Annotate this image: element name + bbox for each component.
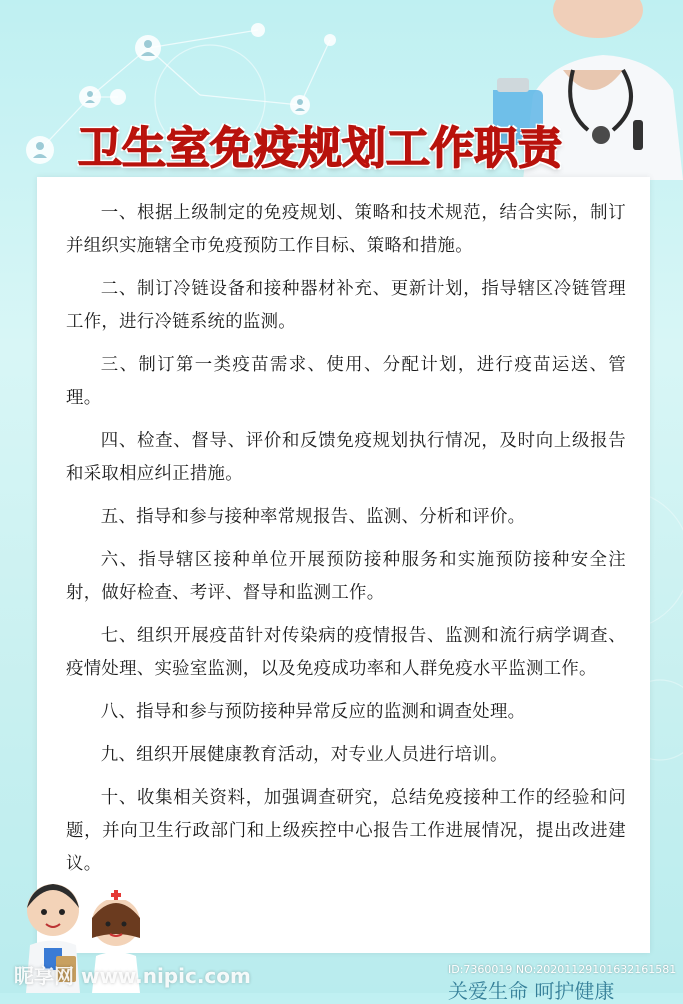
- duty-item-2: 二、制订冷链设备和接种器材补充、更新计划，指导辖区冷链管理工作，进行冷链系统的监测。: [66, 279, 626, 332]
- footer-slogan: 关爱生命 呵护健康: [448, 979, 615, 1003]
- duties-list: [66, 197, 626, 891]
- site-watermark: 昵享网 www.nipic.com: [14, 964, 251, 988]
- page-title: 卫生室免疫规划工作职责: [78, 123, 562, 174]
- duty-item-5: 五、指导和参与接种率常规报告、监测、分析和评价。: [100, 507, 526, 527]
- duty-item-3: 三、制订第一类疫苗需求、使用、分配计划，进行疫苗运送、管理。: [66, 355, 626, 408]
- duty-item-9: 九、组织开展健康教育活动，对专业人员进行培训。: [100, 745, 508, 765]
- duty-item-7: 七、组织开展疫苗针对传染病的疫情报告、监测和流行病学调查、疫情处理、实验室监测，以及免疫成功率和人群免疫水平监测工作。: [66, 626, 626, 679]
- image-id-text: ID:7360019 NO:20201129101632161581: [448, 963, 677, 976]
- duty-item-10: 十、收集相关资料，加强调查研究，总结免疫接种工作的经验和问题，并向卫生行政部门和上级疾控中心报告工作进展情况，提出改进建议。: [66, 788, 626, 874]
- content-panel: [37, 177, 650, 953]
- duty-item-8: 八、指导和参与预防接种异常反应的监测和调查处理。: [100, 702, 526, 722]
- duty-item-6: 六、指导辖区接种单位开展预防接种服务和实施预防接种安全注射，做好检查、考评、督导和监测工作。: [66, 550, 626, 603]
- duty-item-4: 四、检查、督导、评价和反馈免疫规划执行情况，及时向上级报告和采取相应纠正措施。: [66, 431, 626, 484]
- duty-item-1: 一、根据上级制定的免疫规划、策略和技术规范，结合实际，制订并组织实施辖全市免疫预防工作目标、策略和措施。: [66, 203, 626, 256]
